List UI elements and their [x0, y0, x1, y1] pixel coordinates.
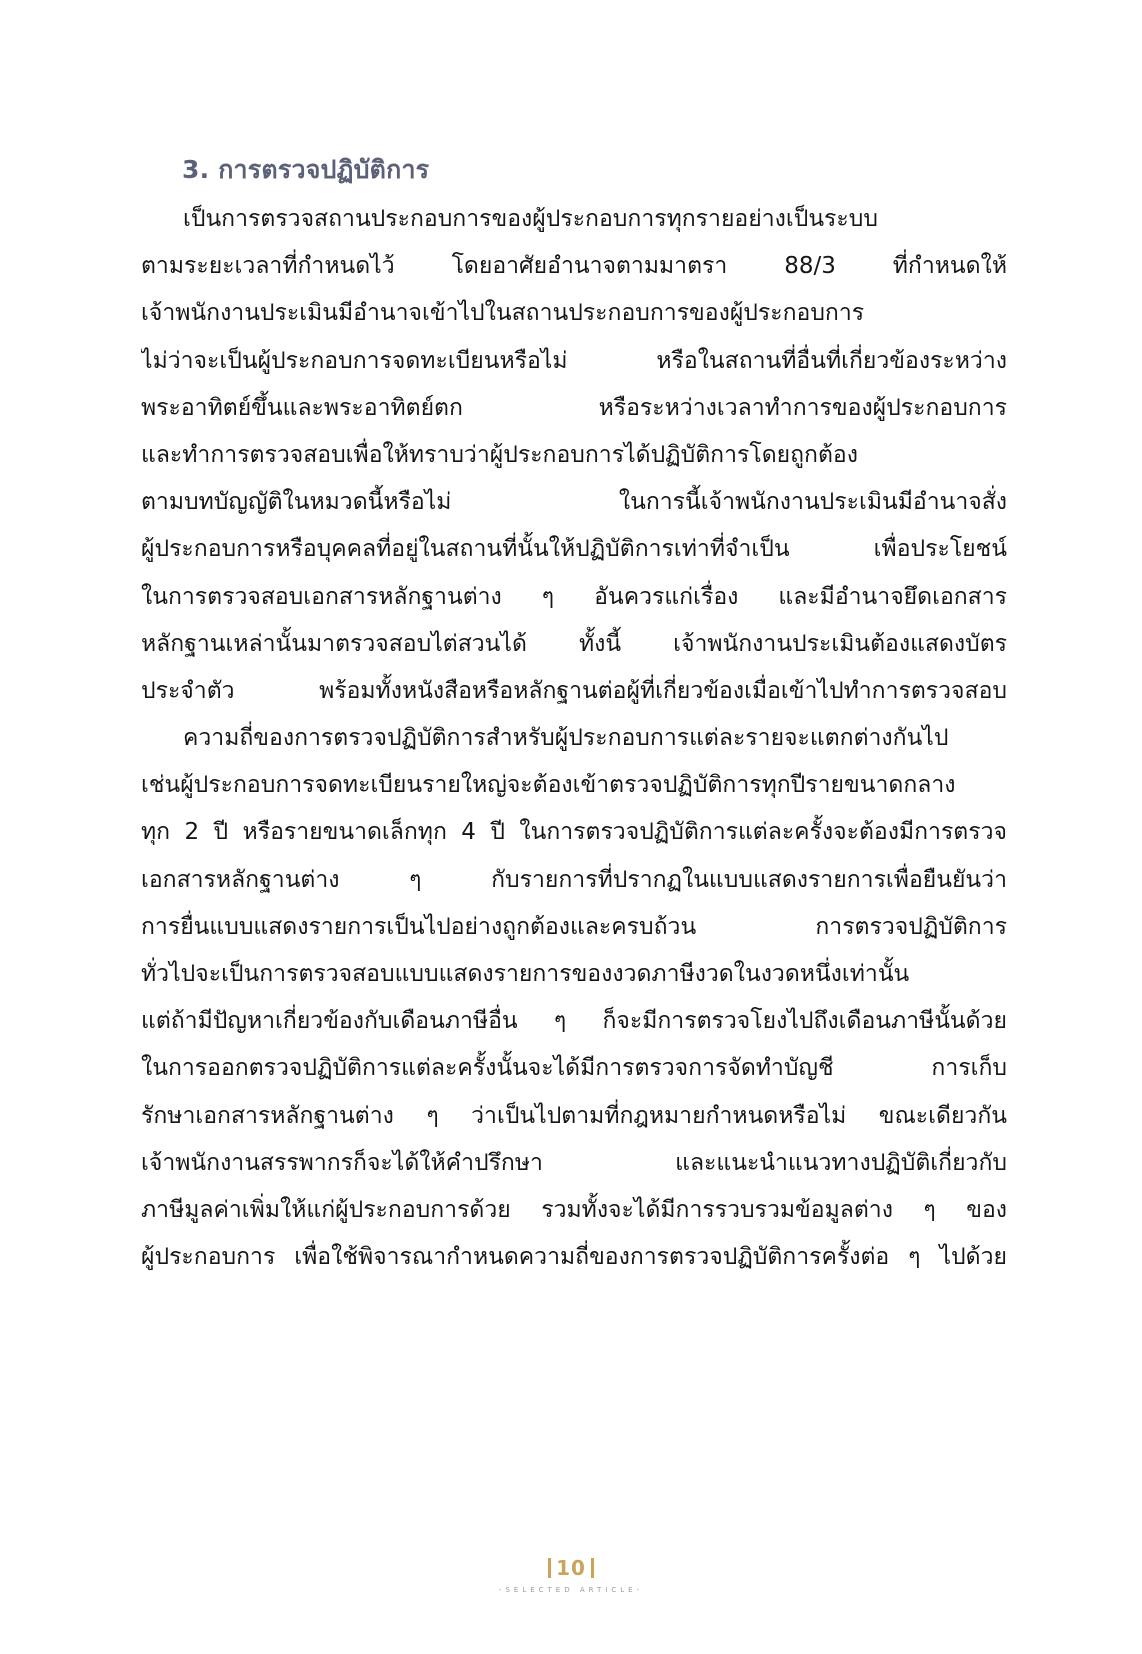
paragraph-line: ภาษีมูลค่าเพิ่มให้แก่ผู้ประกอบการด้วย รวมทั้งจะได้มีการรวบรวมข้อมูลต่าง ๆ ของ: [141, 1196, 1007, 1223]
page-number-text: 10: [556, 1556, 586, 1580]
paragraph-line: ตามบทบัญญัติในหมวดนี้หรือไม่ ในการนี้เจ้าพนักงานประเมินมีอำนาจสั่ง: [141, 489, 1007, 516]
paragraph-line: ความถี่ของการตรวจปฏิบัติการสำหรับผู้ประกอบการแต่ละรายจะแตกต่างกันไป: [183, 725, 949, 752]
paragraph-line: เช่นผู้ประกอบการจดทะเบียนรายใหญ่จะต้องเข้าตรวจปฏิบัติการทุกปีรายขนาดกลาง: [141, 772, 956, 799]
paragraph-line: ไม่ว่าจะเป็นผู้ประกอบการจดทะเบียนหรือไม่ หรือในสถานที่อื่นที่เกี่ยวข้องระหว่าง: [141, 347, 1007, 374]
section-heading: 3. การตรวจปฏิบัติการ: [182, 155, 430, 184]
paragraph-line: เจ้าพนักงานสรรพากรก็จะได้ให้คำปรึกษา และแนะนำแนวทางปฏิบัติเกี่ยวกับ: [141, 1149, 1007, 1176]
paragraph-line: ผู้ประกอบการ เพื่อใช้พิจารณากำหนดความถี่ของการตรวจปฏิบัติการครั้งต่อ ๆ ไปด้วย: [141, 1244, 1007, 1271]
paragraph-line: ผู้ประกอบการหรือบุคคลที่อยู่ในสถานที่นั้นให้ปฏิบัติการเท่าที่จำเป็น เพื่อประโยชน์: [141, 536, 1007, 563]
body-text: [141, 196, 1007, 1281]
paragraph-line: ทั่วไปจะเป็นการตรวจสอบแบบแสดงรายการของงวดภาษีงวดในงวดหนึ่งเท่านั้น: [141, 961, 910, 987]
page-footer: [0, 1556, 1142, 1594]
paragraph-line: รักษาเอกสารหลักฐานต่าง ๆ ว่าเป็นไปตามที่กฎหมายกำหนดหรือไม่ ขณะเดียวกัน: [141, 1102, 1007, 1129]
paragraph-line: เป็นการตรวจสถานประกอบการของผู้ประกอบการทุกรายอย่างเป็นระบบ: [183, 206, 878, 232]
paragraph-line: และทำการตรวจสอบเพื่อให้ทราบว่าผู้ประกอบการได้ปฏิบัติการโดยถูกต้อง: [141, 441, 858, 468]
page-number-bar-right: [591, 1558, 594, 1578]
paragraph-line: ประจำตัว พร้อมทั้งหนังสือหรือหลักฐานต่อผู้ที่เกี่ยวข้องเมื่อเข้าไปทำการตรวจสอบ: [141, 677, 1007, 704]
paragraph-line: ตามระยะเวลาที่กำหนดไว้ โดยอาศัยอำนาจตามมาตรา 88/3 ที่กำหนดให้: [141, 253, 1007, 280]
page-number-bar-left: [548, 1558, 551, 1578]
paragraph-line: แต่ถ้ามีปัญหาเกี่ยวข้องกับเดือนภาษีอื่น ๆ ก็จะมีการตรวจโยงไปถึงเดือนภาษีนั้นด้วย: [141, 1008, 1007, 1035]
paragraph-line: เอกสารหลักฐานต่าง ๆ กับรายการที่ปรากฏในแบบแสดงรายการเพื่อยืนยันว่า: [141, 866, 1007, 893]
paragraph-line: เจ้าพนักงานประเมินมีอำนาจเข้าไปในสถานประกอบการของผู้ประกอบการ: [141, 300, 865, 327]
paragraph-line: หลักฐานเหล่านั้นมาตรวจสอบไต่สวนได้ ทั้งนี้ เจ้าพนักงานประเมินต้องแสดงบัตร: [141, 630, 1007, 657]
paragraph-line: การยื่นแบบแสดงรายการเป็นไปอย่างถูกต้องและครบถ้วน การตรวจปฏิบัติการ: [141, 913, 1007, 940]
paragraph-line: ในการตรวจสอบเอกสารหลักฐานต่าง ๆ อันควรแก่เรื่อง และมีอำนาจยึดเอกสาร: [141, 583, 1007, 610]
paragraph-line: พระอาทิตย์ขึ้นและพระอาทิตย์ตก หรือระหว่างเวลาทำการของผู้ประกอบการ: [141, 394, 1007, 421]
footer-caption: -SELECTED ARTICLE-: [498, 1586, 644, 1594]
paragraph-line: ในการออกตรวจปฏิบัติการแต่ละครั้งนั้นจะได้มีการตรวจการจัดทำบัญชี การเก็บ: [141, 1055, 1007, 1082]
paragraph-line: ทุก 2 ปี หรือรายขนาดเล็กทุก 4 ปี ในการตรวจปฏิบัติการแต่ละครั้งจะต้องมีการตรวจ: [141, 819, 1007, 846]
page-number: [543, 1556, 599, 1580]
